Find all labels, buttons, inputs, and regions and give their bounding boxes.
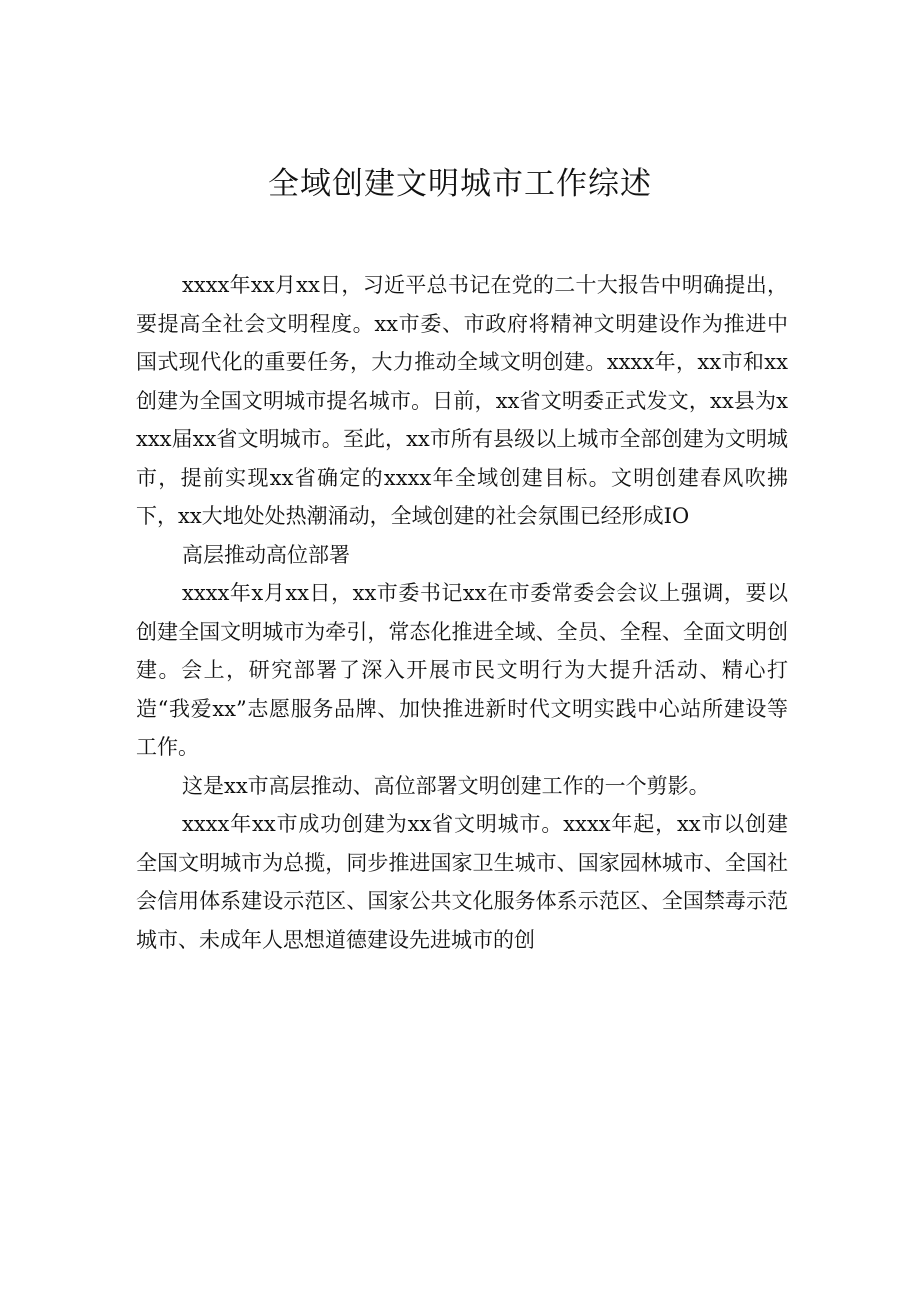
paragraph-intro: xxxx年xx月xx日，习近平总书记在党的二十大报告中明确提出，要提高全社会文明程度。xx市委、市政府将精神文明建设作为推进中国式现代化的重要任务，大力推动全域文明创建。xxxx年，xx市和xx创建为全国文明城市提名城市。日前，xx省文明委正式发文，xx县为xxxx届xx省文明城市。至此，xx市所有县级以上城市全部创建为文明城市，提前实现xx省确定的xxxx年全域创建目标。文明创建春风吹拂下，xx大地处处热潮涌动，全域创建的社会氛围已经形成IO: [136, 273, 788, 528]
paragraph-meeting: xxxx年x月xx日，xx市委书记xx在市委常委会会议上强调，要以创建全国文明城市为牵引，常态化推进全域、全员、全程、全面文明创建。会上，研究部署了深入开展市民文明行为大提升活动、精心打造“我爱xx”志愿服务品牌、加快推进新时代文明实践中心站所建设等工作。: [136, 581, 788, 759]
paragraph-history: xxxx年xx市成功创建为xx省文明城市。xxxx年起，xx市以创建全国文明城市为总揽，同步推进国家卫生城市、国家园林城市、全国社会信用体系建设示范区、国家公共文化服务体系示范区、全国禁毒示范城市、未成年人思想道德建设先进城市的创: [136, 812, 788, 952]
section-heading: 高层推动高位部署: [182, 542, 350, 567]
paragraph-summary: 这是xx市高层推动、高位部署文明创建工作的一个剪影。: [182, 773, 710, 798]
document-body: [136, 266, 788, 959]
document-title: 全域创建文明城市工作综述: [268, 166, 652, 202]
